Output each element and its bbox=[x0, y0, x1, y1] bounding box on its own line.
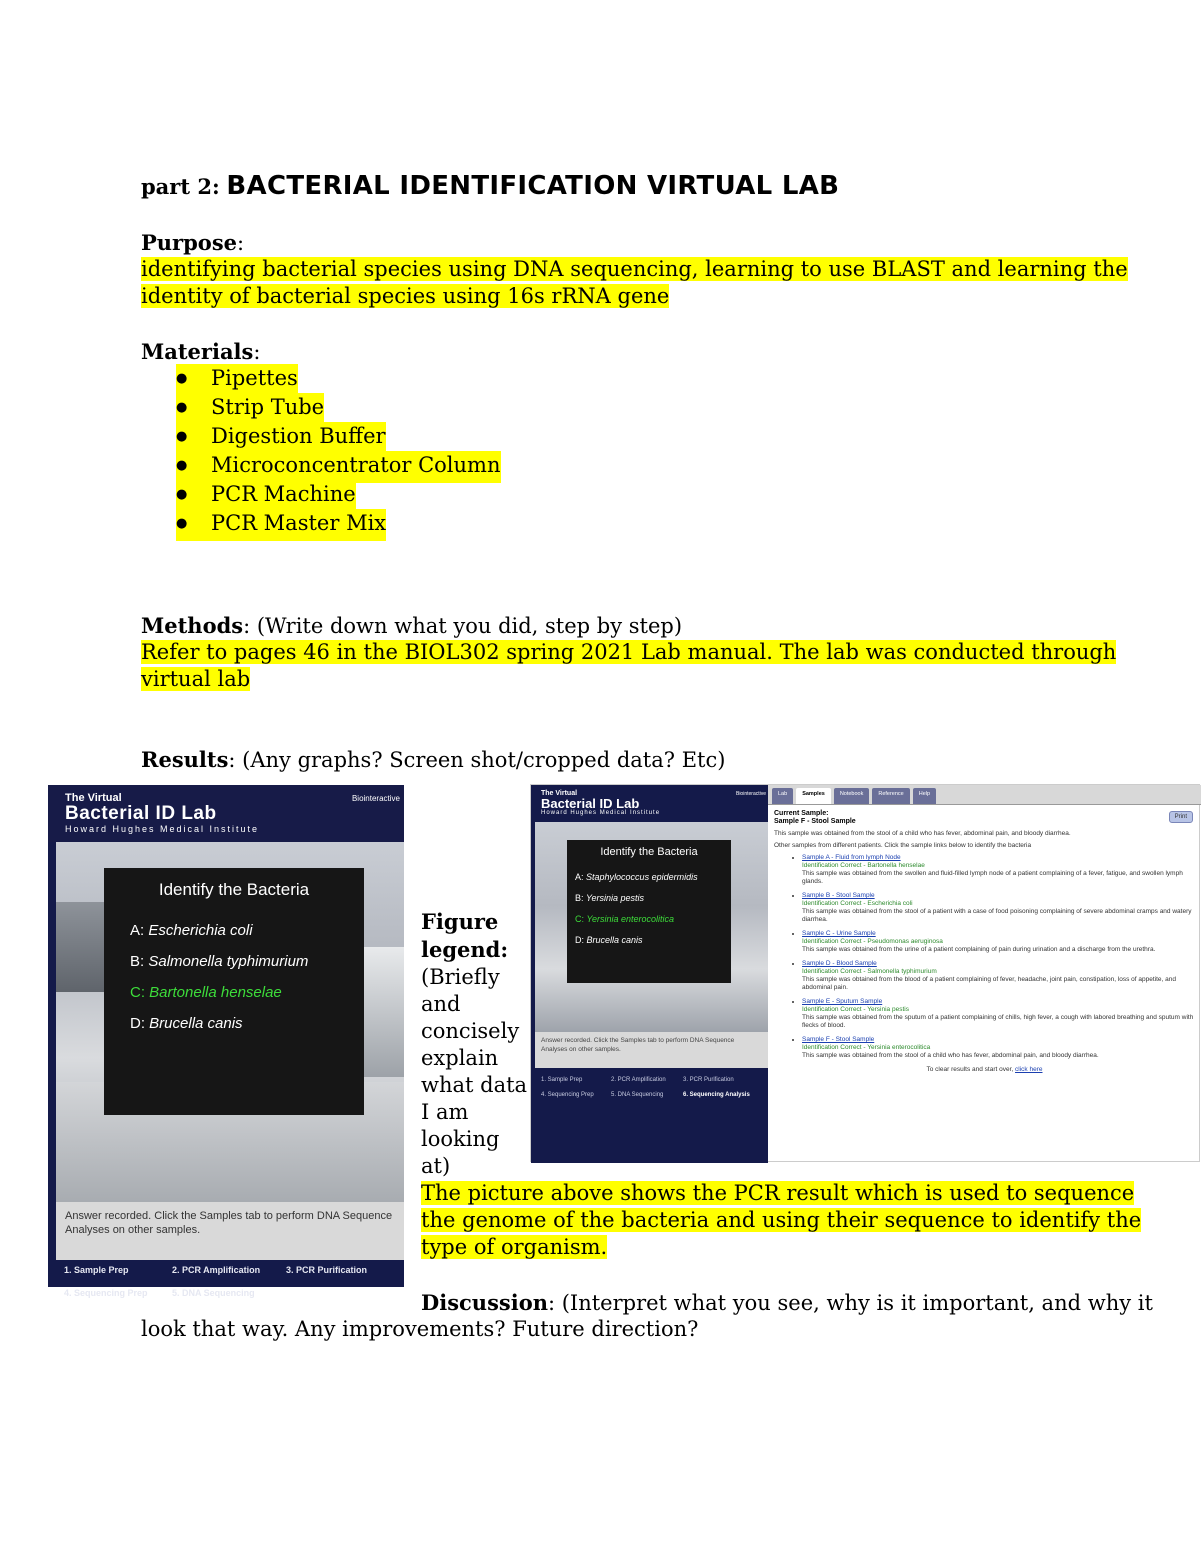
methods-label: Methods bbox=[141, 613, 244, 638]
option-letter: D: bbox=[575, 935, 584, 945]
materials-heading bbox=[141, 338, 260, 366]
option-letter: B: bbox=[130, 953, 145, 970]
virtual-lab-screenshot-1 bbox=[48, 785, 404, 1298]
answer-option-selected[interactable] bbox=[130, 984, 338, 1001]
tab-reference[interactable]: Reference bbox=[872, 788, 909, 804]
sample-item bbox=[802, 960, 1195, 992]
discussion-line-2 bbox=[141, 1316, 698, 1343]
lab-header-small: The Virtual bbox=[541, 790, 578, 797]
sample-link[interactable]: • Sample B - Stool Sample bbox=[802, 892, 875, 899]
option-name: Salmonella typhimurium bbox=[148, 953, 309, 970]
materials-item bbox=[176, 480, 356, 512]
sample-item bbox=[802, 854, 1195, 886]
print-button[interactable]: Print bbox=[1169, 811, 1193, 823]
step-item[interactable]: 1. Sample Prep bbox=[541, 1077, 583, 1083]
lab-header-sub: Howard Hughes Medical Institute bbox=[541, 810, 661, 816]
sample-desc: This sample was obtained from the sputum of a patient complaining of chills, high fever, a cough with labored breathing and sputum with flecks of blood. bbox=[802, 1014, 1194, 1029]
brand-logo: Biointeractive bbox=[735, 791, 766, 797]
materials-item bbox=[176, 393, 324, 425]
sample-identification: Identification Correct - Yersinia enterocolitica bbox=[802, 1044, 931, 1051]
step-item[interactable]: 3. PCR Purification bbox=[683, 1077, 734, 1083]
title-prefix: part 2: bbox=[141, 174, 220, 199]
legend-answer-line: The picture above shows the PCR result which is used to sequence bbox=[421, 1181, 1135, 1205]
sample-desc: This sample was obtained from the swollen and fluid-filled lymph node of a patient complaining of a fever, fatigue, and swollen lymph glands. bbox=[802, 870, 1183, 885]
tab-samples[interactable]: Samples bbox=[796, 788, 831, 804]
sample-list bbox=[774, 854, 1195, 1060]
sample-item bbox=[802, 1036, 1195, 1060]
identify-modal bbox=[567, 840, 731, 983]
figure-legend-prompt: and bbox=[421, 992, 461, 1016]
step-item-current[interactable]: 6. Sequencing Analysis bbox=[683, 1092, 750, 1098]
materials-item bbox=[176, 451, 501, 483]
answer-recorded-text: Answer recorded. Click the Samples tab to perform DNA Sequence Analyses on other samples. bbox=[535, 1032, 768, 1068]
step-item[interactable]: 2. PCR Amplification bbox=[611, 1077, 666, 1083]
brand-logo: Biointeractive bbox=[351, 794, 400, 803]
option-letter: B: bbox=[575, 893, 584, 903]
tab-bar bbox=[768, 785, 1201, 805]
materials-item-text: Pipettes bbox=[211, 366, 298, 390]
step-item[interactable]: 4. Sequencing Prep bbox=[64, 1288, 148, 1298]
methods-line-2 bbox=[141, 666, 250, 693]
lab-header-title: Bacterial ID Lab bbox=[65, 803, 217, 824]
answer-option[interactable] bbox=[575, 935, 723, 945]
bullet-icon bbox=[176, 480, 211, 512]
figure-legend-prompt: explain bbox=[421, 1046, 499, 1070]
reset-line bbox=[774, 1066, 1195, 1074]
sample-link[interactable]: • Sample C - Urine Sample bbox=[802, 930, 876, 937]
option-name: Escherichia coli bbox=[148, 922, 253, 939]
answer-option[interactable] bbox=[130, 922, 338, 939]
sample-item bbox=[802, 930, 1195, 954]
modal-title: Identify the Bacteria bbox=[158, 880, 310, 899]
option-name: Yersinia enterocolitica bbox=[586, 914, 675, 924]
figure-legend-label-2: legend: bbox=[421, 937, 509, 962]
bullet-icon bbox=[176, 451, 211, 483]
option-letter: C: bbox=[575, 914, 584, 924]
discussion-label: Discussion bbox=[421, 1290, 548, 1315]
step-nav bbox=[64, 1265, 404, 1298]
materials-item-text: Microconcentrator Column bbox=[211, 453, 501, 477]
sample-item bbox=[802, 892, 1195, 924]
sample-desc: This sample was obtained from the stool of a patient with a case of food poisoning complaining of severe abdominal cramps and watery diarrhea. bbox=[802, 908, 1192, 923]
identify-modal bbox=[104, 868, 364, 1115]
lab-header-small: The Virtual bbox=[65, 792, 122, 804]
figure-legend-prompt: concisely bbox=[421, 1019, 520, 1043]
materials-item-text: PCR Machine bbox=[211, 482, 356, 506]
lab-header bbox=[48, 785, 404, 842]
purpose-colon: : bbox=[237, 231, 245, 255]
materials-colon: : bbox=[253, 340, 261, 364]
sample-link[interactable]: • Sample E - Sputum Sample bbox=[802, 998, 883, 1005]
legend-answer-line: type of organism. bbox=[421, 1235, 608, 1259]
purpose-text-1: identifying bacterial species using DNA sequencing, learning to use BLAST and learning the bbox=[141, 257, 1128, 281]
sample-identification: Identification Correct - Escherichia coli bbox=[802, 900, 913, 907]
step-item-current[interactable]: 6. Sequencing Analysis bbox=[286, 1288, 387, 1298]
lab-left-pane bbox=[531, 785, 768, 1163]
materials-item-text: Strip Tube bbox=[211, 395, 325, 419]
methods-prompt: : (Write down what you did, step by step) bbox=[243, 614, 683, 638]
sample-link[interactable]: • Sample D - Blood Sample bbox=[802, 960, 877, 967]
materials-item-text: Digestion Buffer bbox=[211, 424, 386, 448]
materials-item bbox=[176, 422, 386, 454]
reset-text: To clear results and start over, bbox=[926, 1066, 1014, 1073]
step-item[interactable]: 1. Sample Prep bbox=[64, 1265, 129, 1275]
modal-title: Identify the Bacteria bbox=[600, 846, 698, 858]
answer-option-selected[interactable] bbox=[575, 914, 723, 924]
figure-legend-label-1: Figure bbox=[421, 909, 499, 934]
answer-option[interactable] bbox=[575, 872, 723, 882]
figure-legend-prompt: (Briefly bbox=[421, 965, 500, 989]
step-nav bbox=[541, 1077, 755, 1098]
step-item[interactable]: 5. DNA Sequencing bbox=[611, 1092, 664, 1098]
discussion-prompt-2: look that way. Any improvements? Future direction? bbox=[141, 1317, 699, 1341]
purpose-line-1 bbox=[141, 256, 1128, 283]
figure-legend bbox=[421, 908, 527, 1180]
option-letter: D: bbox=[130, 1015, 145, 1032]
figure-legend-prompt: at) bbox=[421, 1154, 451, 1178]
materials-label: Materials bbox=[141, 339, 254, 364]
samples-content bbox=[768, 805, 1201, 1079]
sample-item bbox=[802, 998, 1195, 1030]
figure-legend-prompt: I am bbox=[421, 1100, 469, 1124]
purpose-text-2: identity of bacterial species using 16s rRNA gene bbox=[141, 284, 670, 308]
step-item[interactable]: 3. PCR Purification bbox=[286, 1265, 368, 1275]
sample-desc: This sample was obtained from the blood of a patient complaining of fever, headache, joint pain, constipation, loss of appetite, and abdominal pain. bbox=[802, 976, 1176, 991]
figure-legend-prompt: what data bbox=[421, 1073, 528, 1097]
figure-legend-answer bbox=[421, 1180, 1141, 1261]
bullet-icon bbox=[176, 364, 211, 396]
lab-header-title: Bacterial ID Lab bbox=[541, 796, 640, 811]
methods-line-1 bbox=[141, 639, 1116, 666]
sample-desc: This sample was obtained from the urine of a patient complaining of pain during urination and a discharge from the urethra. bbox=[802, 946, 1156, 953]
sample-identification: Identification Correct - Pseudomonas aeruginosa bbox=[802, 938, 943, 945]
figure-legend-prompt: looking bbox=[421, 1127, 500, 1151]
option-name: Staphylococcus epidermidis bbox=[586, 872, 698, 882]
option-name: Bartonella henselae bbox=[149, 984, 282, 1001]
sample-identification: Identification Correct - Bartonella henselae bbox=[802, 862, 925, 869]
tab-notebook[interactable]: Notebook bbox=[834, 788, 870, 804]
methods-heading bbox=[141, 612, 682, 640]
purpose-heading bbox=[141, 229, 244, 257]
purpose-label: Purpose bbox=[141, 230, 237, 255]
option-name: Brucella canis bbox=[149, 1015, 243, 1032]
materials-item bbox=[176, 509, 386, 541]
lab-header-sub: Howard Hughes Medical Institute bbox=[65, 824, 260, 834]
current-sample-desc: This sample was obtained from the stool of a child who has fever, abdominal pain, and bloody diarrhea. bbox=[774, 830, 1071, 837]
option-name: Brucella canis bbox=[586, 935, 643, 945]
answer-option[interactable] bbox=[130, 953, 338, 970]
methods-text-2: virtual lab bbox=[141, 667, 251, 691]
option-letter: A: bbox=[575, 872, 584, 882]
sample-link[interactable]: • Sample F - Stool Sample bbox=[802, 1036, 875, 1043]
option-letter: C: bbox=[130, 984, 145, 1001]
discussion-prompt-1: : (Interpret what you see, why is it important, and why it bbox=[547, 1291, 1153, 1315]
sample-identification: Identification Correct - Yersinia pestis bbox=[802, 1006, 909, 1013]
step-item[interactable]: 2. PCR Amplification bbox=[172, 1265, 261, 1275]
discussion-heading bbox=[421, 1289, 1153, 1317]
results-heading bbox=[141, 746, 725, 774]
lab-header bbox=[531, 785, 768, 822]
sample-link[interactable]: • Sample A - Fluid from lymph Node bbox=[802, 854, 901, 861]
methods-text-1: Refer to pages 46 in the BIOL302 spring 2021 Lab manual. The lab was conducted through bbox=[141, 640, 1117, 664]
option-name: Yersinia pestis bbox=[586, 893, 645, 903]
results-prompt: : (Any graphs? Screen shot/cropped data? Etc) bbox=[228, 748, 726, 772]
page-title bbox=[141, 171, 839, 201]
results-label: Results bbox=[141, 747, 229, 772]
bullet-icon bbox=[176, 509, 211, 541]
bullet-icon bbox=[176, 422, 211, 454]
answer-option[interactable] bbox=[575, 893, 723, 903]
current-sample-name: Sample F - Stool Sample bbox=[774, 818, 856, 825]
step-item[interactable]: 5. DNA Sequencing bbox=[172, 1288, 255, 1298]
reset-link[interactable]: click here bbox=[1015, 1066, 1043, 1073]
answer-recorded-text: Answer recorded. Click the Samples tab to perform DNA Sequence Analyses on other samples. bbox=[56, 1202, 404, 1260]
step-item[interactable]: 4. Sequencing Prep bbox=[541, 1092, 594, 1098]
purpose-line-2 bbox=[141, 283, 669, 310]
materials-item-text: PCR Master Mix bbox=[211, 511, 387, 535]
bullet-icon bbox=[176, 393, 211, 425]
option-letter: A: bbox=[130, 922, 145, 939]
tab-lab[interactable]: Lab bbox=[772, 788, 793, 804]
legend-answer-line: the genome of the bacteria and using their sequence to identify the bbox=[421, 1208, 1142, 1232]
samples-pane bbox=[768, 785, 1201, 1163]
tab-help[interactable]: Help bbox=[913, 788, 936, 804]
materials-item bbox=[176, 364, 298, 396]
title-main: BACTERIAL IDENTIFICATION VIRTUAL LAB bbox=[226, 171, 840, 201]
sample-identification: Identification Correct - Salmonella typhimurium bbox=[802, 968, 937, 975]
other-samples-intro: Other samples from different patients. Click the sample links below to identify the bacteria bbox=[774, 842, 1032, 849]
virtual-lab-screenshot-2 bbox=[530, 784, 1200, 1162]
current-sample-label: Current Sample: bbox=[774, 810, 829, 817]
answer-option[interactable] bbox=[130, 1015, 338, 1032]
sample-desc: This sample was obtained from the stool of a child who has fever, abdominal pain, and bloody diarrhea. bbox=[802, 1052, 1099, 1059]
